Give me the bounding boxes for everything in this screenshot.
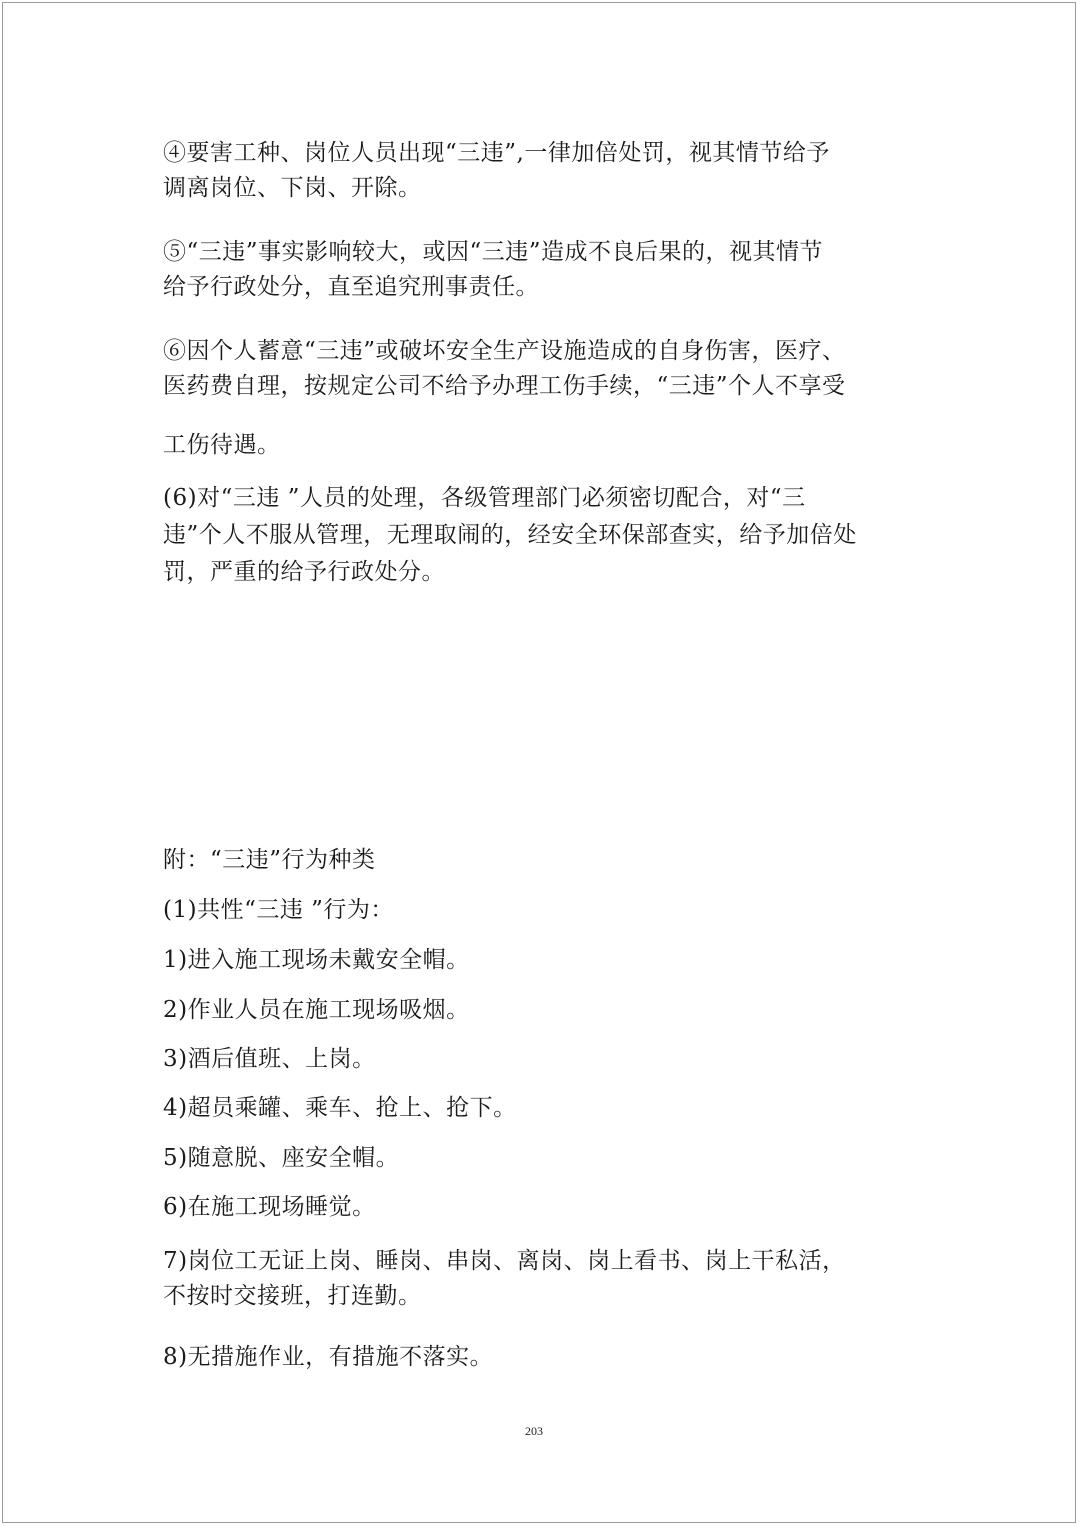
paragraph-line: 调离岗位、下岗、开除。 — [163, 175, 422, 201]
paragraph-5 — [163, 235, 923, 305]
item-6-paragraph — [163, 480, 923, 591]
list-item: 5)随意脱、座安全帽。 — [163, 1145, 400, 1171]
list-item — [163, 1244, 923, 1314]
list-item: 2)作业人员在施工现场吸烟。 — [163, 997, 470, 1023]
paragraph-line: ④要害工种、岗位人员出现“三违”,一律加倍处罚，视其情节给予 — [163, 140, 830, 166]
paragraph-4 — [163, 136, 923, 206]
paragraph-line: ⑥因个人蓄意“三违”或破坏安全生产设施造成的自身伤害，医疗、 — [163, 338, 846, 364]
appendix-heading: 附：“三违”行为种类 — [163, 847, 376, 873]
list-item: 6)在施工现场睡觉。 — [163, 1194, 376, 1220]
paragraph-line: ⑤“三违”事实影响较大，或因“三违”造成不良后果的，视其情节 — [163, 239, 824, 265]
paragraph-line: 工伤待遇。 — [163, 432, 281, 458]
paragraph-6-continued — [163, 428, 923, 463]
page-number: 203 — [525, 1424, 543, 1438]
list-item: 3)酒后值班、上岗。 — [163, 1046, 376, 1072]
paragraph-line: 给予行政处分，直至追究刑事责任。 — [163, 274, 539, 300]
paragraph-line: 罚，严重的给予行政处分。 — [163, 559, 445, 585]
appendix-subheading: (1)共性“三违 ”行为： — [163, 897, 394, 923]
list-item-line: 不按时交接班，打连勤。 — [163, 1283, 422, 1309]
paragraph-line: 违”个人不服从管理，无理取闹的，经安全环保部查实，给予加倍处 — [163, 522, 857, 548]
list-item: 8)无措施作业，有措施不落实。 — [163, 1344, 494, 1370]
paragraph-line: 医药费自理，按规定公司不给予办理工伤手续，“三违”个人不享受 — [163, 373, 846, 399]
list-item: 4)超员乘罐、乘车、抢上、抢下。 — [163, 1095, 517, 1121]
list-item-line: 7)岗位工无证上岗、睡岗、串岗、离岗、岗上看书、岗上干私活， — [163, 1248, 846, 1274]
paragraph-line: (6)对“三违 ”人员的处理，各级管理部门必须密切配合，对“三 — [163, 485, 806, 511]
list-item: 1)进入施工现场未戴安全帽。 — [163, 947, 470, 973]
paragraph-6 — [163, 334, 923, 404]
